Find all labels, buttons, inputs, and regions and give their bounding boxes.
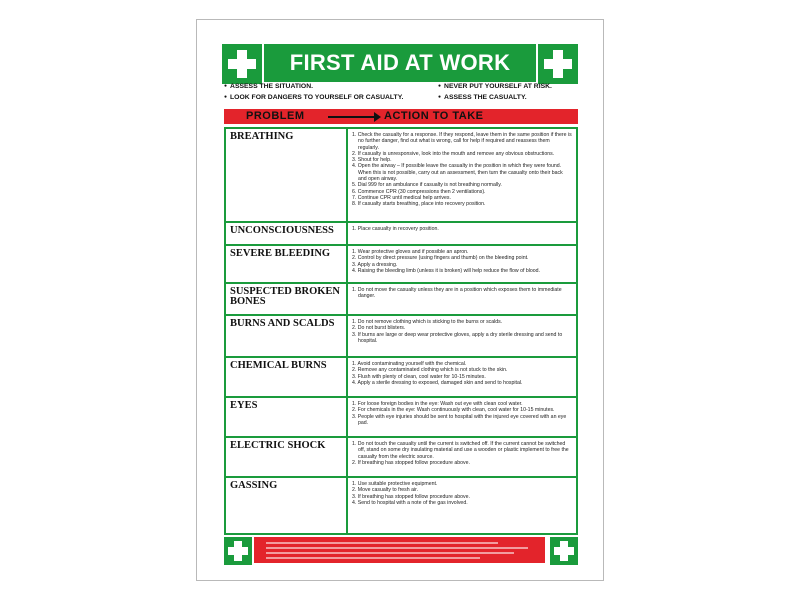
first-aid-cross-icon — [550, 537, 578, 565]
problem-cell: ELECTRIC SHOCK — [226, 438, 346, 476]
action-cell — [348, 478, 576, 533]
action-step: 1. Use suitable protective equipment. — [352, 481, 438, 487]
table-row — [226, 478, 576, 533]
bullet-item: ● NEVER PUT YOURSELF AT RISK. — [438, 83, 552, 90]
first-aid-sign — [196, 19, 604, 581]
action-step: 4. Open the airway – If possible leave the casualty in the position in which they were found. When this is not possible, carry out an assessment, then turn the casualty onto their back and open airway. — [352, 163, 563, 183]
bullet-item: ● ASSESS THE CASUALTY. — [438, 94, 527, 101]
problem-cell: SUSPECTED BROKEN BONES — [226, 284, 346, 314]
first-aid-table — [224, 127, 578, 535]
action-step: 1. Check the casualty for a response. If they respond, leave them in the same position if there is no further danger, find out what is wrong, call for help if required and reassess them regularly. — [352, 132, 572, 151]
action-cell — [348, 438, 576, 476]
action-cell — [348, 398, 576, 436]
action-step: 2. Remove any contaminated clothing which is not stuck to the skin. — [352, 367, 508, 374]
table-row — [226, 438, 576, 476]
bullet-item: ● ASSESS THE SITUATION. — [224, 83, 313, 90]
action-step: 1. Wear protective gloves and if possible an apron. — [352, 249, 469, 255]
action-step: 1. Do not move the casualty unless they are in a position which exposes them to immediate danger. — [352, 287, 562, 300]
table-row — [226, 316, 576, 356]
problem-cell: SEVERE BLEEDING — [226, 246, 346, 282]
action-step: 1. Place casualty in recovery position. — [352, 226, 439, 232]
first-aid-cross-icon — [538, 44, 578, 84]
first-aid-cross-icon — [222, 44, 262, 84]
action-step: 5. Dial 999 for an ambulance if casualty is not breathing normally. — [352, 182, 502, 189]
action-cell — [348, 358, 576, 396]
table-row — [226, 398, 576, 436]
action-step: 3. Apply a dressing. — [352, 261, 398, 268]
action-step: 3. People with eye injuries should be sent to hospital with the injured eye covered with an eye pad. — [352, 413, 567, 426]
safety-bullets — [224, 83, 576, 107]
action-step: 2. Do not burst blisters. — [352, 325, 406, 332]
action-step: 8. If casualty starts breathing, place into recovery position. — [352, 201, 486, 208]
problem-cell: EYES — [226, 398, 346, 436]
first-aid-cross-icon — [224, 537, 252, 565]
action-step: 3. Flush with plenty of clean, cool water for 10-15 minutes. — [352, 373, 486, 380]
action-step: 6. Commence CPR (30 compressions then 2 ventilations). — [352, 188, 486, 195]
table-row — [226, 129, 576, 221]
action-step: 7. Continue CPR until medical help arrives. — [352, 194, 451, 201]
action-step: 4. Send to hospital with a note of the gas involved. — [352, 499, 468, 506]
arrow-right-icon — [328, 116, 378, 118]
action-cell — [348, 284, 576, 314]
problem-cell: GASSING — [226, 478, 346, 533]
action-step: 2. Control by direct pressure (using fingers and thumb) on the bleeding point. — [352, 255, 529, 262]
action-cell — [348, 316, 576, 356]
action-step: 4. Apply a sterile dressing to exposed, damaged skin and send to hospital. — [352, 379, 523, 386]
action-step: 2. If breathing has stopped follow procedure above. — [352, 459, 470, 466]
table-row — [226, 284, 576, 314]
problem-action-banner — [224, 109, 578, 124]
table-row — [226, 246, 576, 282]
table-row — [226, 223, 576, 244]
action-step: 2. Move casualty to fresh air. — [352, 487, 419, 494]
action-step: 3. If burns are large or deep wear protective gloves, apply a dry sterile dressing and send to hospital. — [352, 331, 563, 344]
action-cell — [348, 129, 576, 221]
action-cell — [348, 223, 576, 244]
action-step: 1. Do not touch the casualty until the current is switched off. If the current cannot be switched off, stand on some dry insulating material and use a wooden or plastic implement to free the casualty from the electric source. — [352, 441, 569, 460]
action-step: 1. Avoid contaminating yourself with the chemical. — [352, 361, 467, 367]
bullet-item: ● LOOK FOR DANGERS TO YOURSELF OR CASUALTY. — [224, 94, 403, 101]
action-step: 1. For loose foreign bodies in the eye: Wash out eye with clean cool water. — [352, 401, 523, 407]
banner-action-label: ACTION TO TAKE — [384, 110, 484, 122]
banner-problem-label: PROBLEM — [246, 110, 305, 122]
problem-cell: UNCONSCIOUSNESS — [226, 223, 346, 244]
action-step: 3. If breathing has stopped follow procedure above. — [352, 493, 470, 500]
footer-band — [254, 537, 545, 563]
problem-cell: BREATHING — [226, 129, 346, 221]
action-step: 1. Do not remove clothing which is sticking to the burns or scalds. — [352, 319, 503, 325]
action-cell — [348, 246, 576, 282]
table-row — [226, 358, 576, 396]
action-step: 3. Shout for help. — [352, 157, 392, 164]
sign-title — [264, 44, 536, 82]
sign-title-text: FIRST AID AT WORK — [289, 50, 511, 75]
action-step: 4. Raising the bleeding limb (unless it is broken) will help reduce the flow of blood. — [352, 267, 541, 274]
problem-cell: CHEMICAL BURNS — [226, 358, 346, 396]
problem-cell: BURNS AND SCALDS — [226, 316, 346, 356]
action-step: 2. For chemicals in the eye: Wash continuously with clean, cool water for 10-15 minutes. — [352, 407, 555, 414]
action-step: 2. If casualty is unresponsive, look into the mouth and remove any obvious obstructions. — [352, 150, 555, 157]
